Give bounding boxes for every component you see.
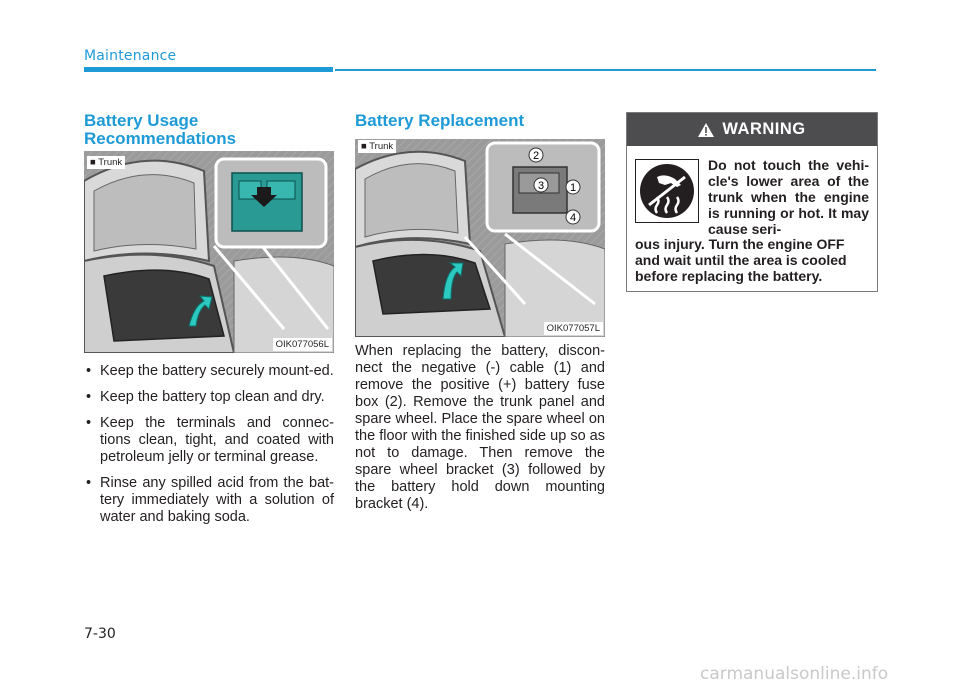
- list-item: • Keep the battery top clean and dry.: [84, 389, 334, 406]
- trunk-battery-illustration: [84, 151, 334, 353]
- replacement-figure-code: OIK077057L: [544, 322, 603, 335]
- warning-heading: WARNING: [722, 120, 806, 138]
- hot-surface-hand-icon: [635, 159, 699, 223]
- svg-text:1: 1: [569, 182, 577, 194]
- usage-figure-caption: ■ Trunk: [87, 156, 125, 169]
- usage-title-line2: Recommendations: [84, 129, 237, 148]
- usage-title-line1: Battery Usage: [84, 111, 199, 130]
- callout-2: [529, 148, 543, 162]
- callout-3: [534, 178, 548, 192]
- replacement-body: When replacing the battery, discon-nect the negative (-) cable (1) and remove the positive (+) battery fuse box (2). Remove the trunk panel and spare wheel. Place the spare wheel on the floor with the finished side up so as not to damage. Then remove the spare wheel bracket (3) followed by the battery hold down mounting bracket (4).: [355, 343, 605, 512]
- page-number: 7-30: [84, 626, 116, 642]
- svg-text:2: 2: [532, 150, 540, 162]
- section-label: Maintenance: [84, 48, 177, 64]
- watermark: carmanualsonline.info: [700, 664, 889, 684]
- replacement-figure-caption: ■ Trunk: [358, 140, 396, 153]
- callout-4: [566, 210, 580, 224]
- warning-box: [626, 112, 878, 292]
- callout-1: [566, 180, 580, 194]
- usage-bullet-list: [84, 363, 334, 535]
- usage-title: [84, 112, 236, 148]
- header-rule-thin: [335, 69, 876, 71]
- list-item: • Keep the terminals and connec-tions clean, tight, and coated with petroleum jelly or terminal grease.: [84, 415, 334, 466]
- svg-text:3: 3: [537, 180, 545, 192]
- warning-triangle-icon: [698, 123, 714, 137]
- replacement-figure: [355, 139, 605, 337]
- warning-header: [627, 113, 877, 146]
- list-item: • Rinse any spilled acid from the bat-tery immediately with a solution of water and baking soda.: [84, 475, 334, 526]
- trunk-battery-replacement-illustration: [355, 139, 605, 337]
- warning-text-top: Do not touch the vehi-cle's lower area of the trunk when the engine is running or hot. It may cause seri-: [708, 157, 869, 237]
- svg-text:4: 4: [569, 212, 577, 224]
- usage-figure-code: OIK077056L: [273, 338, 332, 351]
- warning-text-bottom: ous injury. Turn the engine OFF and wait until the area is cooled before replacing the battery.: [635, 236, 847, 284]
- header-rule-thick: [84, 67, 333, 72]
- replacement-title: Battery Replacement: [355, 111, 525, 130]
- list-item: • Keep the battery securely mount-ed.: [84, 363, 334, 380]
- usage-figure: [84, 151, 334, 353]
